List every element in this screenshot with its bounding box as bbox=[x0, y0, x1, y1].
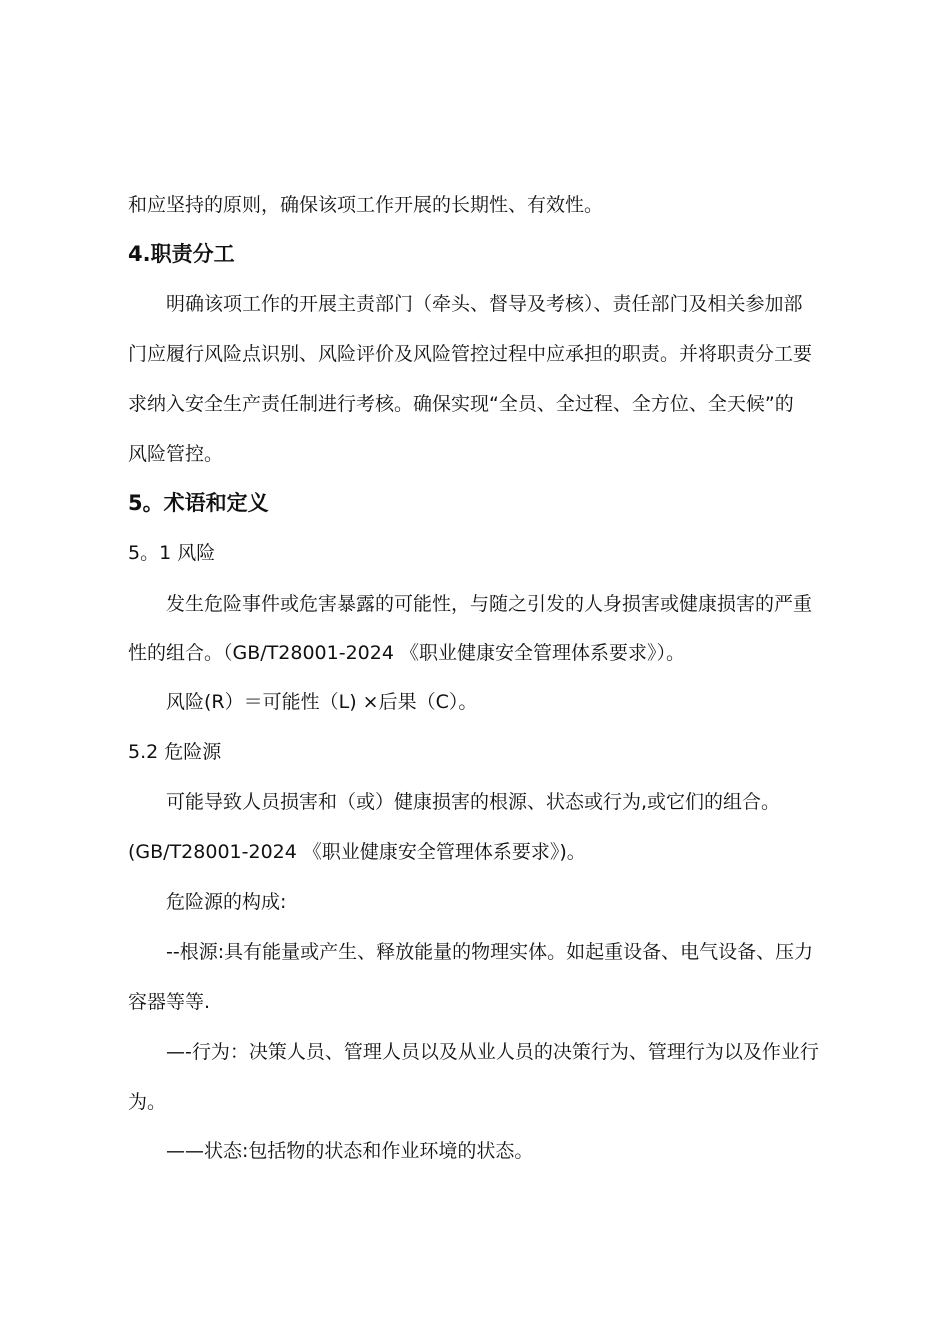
subsection-5-2-heading: 5.2 危险源 bbox=[128, 741, 222, 763]
list-item-line: 为。 bbox=[128, 1091, 167, 1113]
paragraph-continuation: 和应坚持的原则，确保该项工作开展的长期性、有效性。 bbox=[128, 194, 604, 216]
list-item-line: 容器等等. bbox=[128, 991, 211, 1013]
risk-formula: 风险(R）＝可能性（L) ×后果（C）。 bbox=[166, 691, 478, 713]
definition-line: 发生危险事件或危害暴露的可能性，与随之引发的人身损害或健康损害的严重 bbox=[166, 593, 813, 615]
section-4-heading: 4.职责分工 bbox=[128, 242, 235, 266]
definition-line: (GB/T28001-2024 《职业健康安全管理体系要求》)。 bbox=[128, 841, 586, 863]
section-5-heading: 5。术语和定义 bbox=[128, 491, 269, 515]
section-4-paragraph-line: 风险管控。 bbox=[128, 443, 224, 465]
section-4-paragraph-line: 求纳入安全生产责任制进行考核。确保实现“全员、全过程、全方位、全天候”的 bbox=[128, 393, 794, 415]
definition-line: 可能导致人员损害和（或）健康损害的根源、状态或行为,或它们的组合。 bbox=[166, 791, 781, 813]
section-4-paragraph-line: 门应履行风险点识别、风险评价及风险管控过程中应承担的职责。并将职责分工要 bbox=[128, 343, 813, 365]
list-item-line: —-行为：决策人员、管理人员以及从业人员的决策行为、管理行为以及作业行 bbox=[166, 1041, 819, 1063]
subsection-5-1-heading: 5。1 风险 bbox=[128, 542, 216, 564]
section-4-paragraph-line: 明确该项工作的开展主责部门（牵头、督导及考核）、责任部门及相关参加部 bbox=[166, 293, 803, 315]
composition-label: 危险源的构成: bbox=[166, 891, 287, 913]
list-item-line: ——状态:包括物的状态和作业环境的状态。 bbox=[166, 1140, 534, 1162]
definition-line: 性的组合。（GB/T28001-2024 《职业健康安全管理体系要求》）。 bbox=[128, 642, 685, 664]
list-item-line: --根源:具有能量或产生、释放能量的物理实体。如起重设备、电气设备、压力 bbox=[166, 941, 814, 963]
